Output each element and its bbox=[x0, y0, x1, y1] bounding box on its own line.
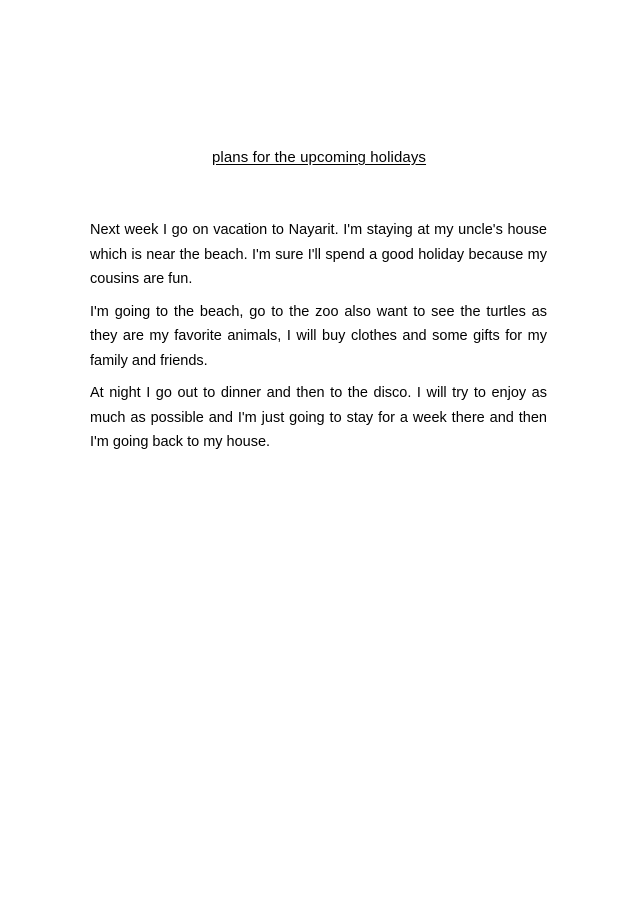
document-body bbox=[90, 218, 547, 463]
document-title: plans for the upcoming holidays bbox=[211, 149, 427, 166]
paragraph-3: At night I go out to dinner and then to the disco. I will try to enjoy as much as possible and I'm just going to stay for a week there and then I'm going back to my house. bbox=[90, 385, 547, 450]
paragraph-2: I'm going to the beach, go to the zoo also want to see the turtles as they are my favorite animals, I will buy clothes and some gifts for my family and friends. bbox=[90, 303, 547, 369]
paragraph-1: Next week I go on vacation to Nayarit. I'm staying at my uncle's house which is near the beach. I'm sure I'll spend a good holiday because my cousins are fun. bbox=[90, 222, 547, 287]
